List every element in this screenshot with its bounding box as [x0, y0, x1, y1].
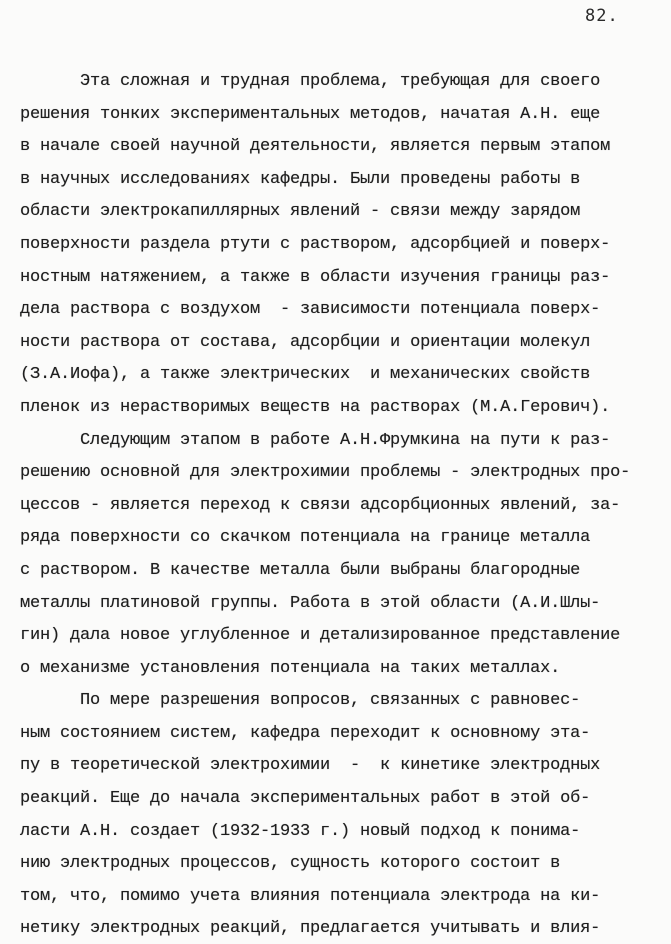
text-line: области электрокапиллярных явлений - связи между зарядом — [20, 202, 581, 222]
text-line: пленок из нерастворимых веществ на растворах (М.А.Герович). — [20, 397, 611, 417]
text-line: Эта сложная и трудная проблема, требующая для своего — [80, 72, 601, 91]
text-line: дела раствора с воздухом - зависимости потенциала поверх- — [20, 300, 601, 320]
text-line: реакций. Еще до начала экспериментальных работ в этой об- — [20, 789, 591, 809]
text-line: поверхности раздела ртути с раствором, адсорбцией и поверх- — [20, 234, 611, 254]
text-line: ностным натяжением, а также в области изучения границы раз- — [20, 267, 611, 287]
text-line: ряда поверхности со скачком потенциала на границе металла — [20, 528, 591, 548]
text-line: том, что, помимо учета влияния потенциала электрода на ки- — [20, 886, 601, 906]
page-number: 82. — [585, 6, 619, 26]
text-line: цессов - является переход к связи адсорбционных явлений, за- — [20, 495, 621, 515]
text-line: о механизме установления потенциала на таких металлах. — [20, 658, 561, 678]
text-line: Следующим этапом в работе А.Н.Фрумкина на пути к раз- — [80, 430, 611, 450]
text-line: (З.А.Иофа), а также электрических и механических свойств — [20, 365, 591, 385]
document-body — [20, 66, 660, 944]
text-line: нию электродных процессов, сущность которого состоит в — [20, 854, 561, 874]
text-line: с раствором. В качестве металла были выбраны благородные — [20, 560, 581, 580]
text-line: решению основной для электрохимии проблемы - электродных про- — [20, 463, 631, 483]
text-line: ласти А.Н. создает (1932-1933 г.) новый подход к понима- — [20, 821, 581, 841]
text-line: ности раствора от состава, адсорбции и ориентации молекул — [20, 332, 591, 352]
text-line: По мере разрешения вопросов, связанных с равновес- — [80, 691, 581, 711]
text-line: гин) дала новое углубленное и детализированное представление — [20, 626, 621, 646]
text-line: ным состоянием систем, кафедра переходит к основному эта- — [20, 723, 591, 743]
text-line: пу в теоретической электрохимии - к кинетике электродных — [20, 756, 601, 776]
text-line: в начале своей научной деятельности, является первым этапом — [20, 137, 611, 157]
text-line: в научных исследованиях кафедры. Были проведены работы в — [20, 169, 581, 189]
text-line: металлы платиновой группы. Работа в этой области (А.И.Шлы- — [20, 593, 601, 613]
text-line: решения тонких экспериментальных методов, начатая А.Н. еще — [20, 104, 601, 124]
text-line: нетику электродных реакций, предлагается учитывать и влия- — [20, 919, 601, 939]
